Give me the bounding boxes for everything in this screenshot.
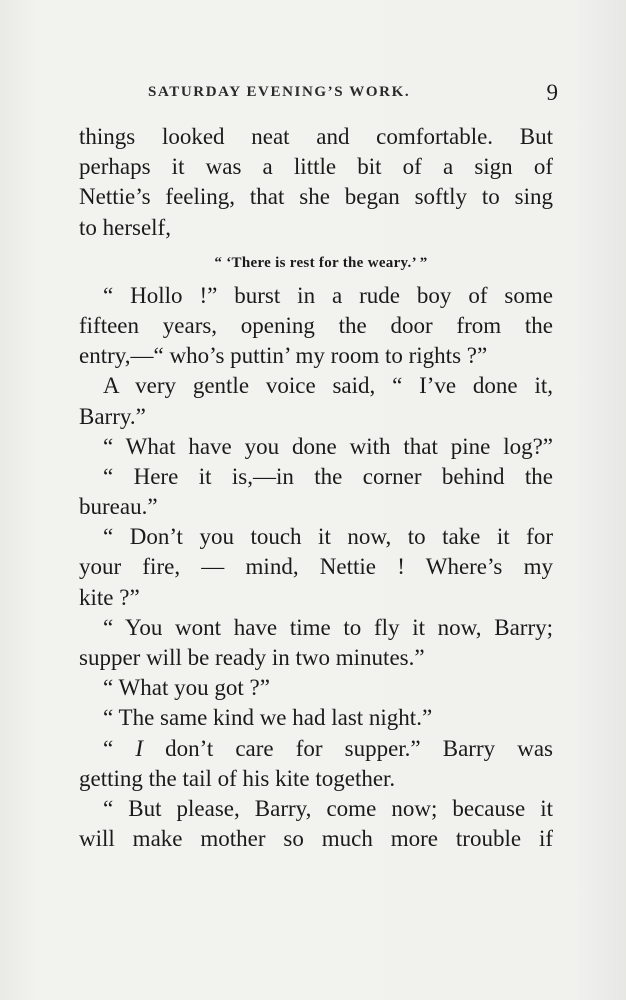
text-line: “ What have you done with that pine log?” bbox=[103, 433, 553, 459]
text-line: Barry.” bbox=[79, 403, 146, 429]
page-header bbox=[148, 80, 558, 110]
text-line: entry,—“ who’s puttin’ my room to rights ?” bbox=[79, 343, 488, 369]
text-line: Nettie’s feeling, that she began softly to sing bbox=[79, 184, 553, 210]
text-line: perhaps it was a little bit of a sign of bbox=[79, 154, 553, 180]
text-line: “ But please, Barry, come now; because it bbox=[103, 795, 553, 821]
text-line: bureau.” bbox=[79, 494, 158, 520]
text-line: “ The same kind we had last night.” bbox=[103, 705, 433, 731]
body-text bbox=[79, 122, 553, 854]
text-line-rest: don’t care for supper.” Barry was bbox=[142, 735, 553, 761]
text-line: kite ?” bbox=[79, 584, 140, 610]
text-line: things looked neat and comfortable. But bbox=[79, 124, 553, 149]
hymn-quote: “ ‘There is rest for the weary.’ ” bbox=[214, 254, 428, 271]
text-line: supper will be ready in two minutes.” bbox=[79, 645, 425, 670]
text-line: “ What you got ?” bbox=[103, 675, 270, 701]
text-line: your fire, — mind, Nettie ! Where’s my bbox=[79, 554, 553, 580]
text-line: “ Hollo !” burst in a rude boy of some bbox=[103, 282, 553, 308]
text-line: to herself, bbox=[79, 214, 171, 240]
page-number: 9 bbox=[546, 80, 558, 105]
text-line: will make mother so much more trouble if bbox=[79, 826, 553, 852]
running-head: SATURDAY EVENING’S WORK. bbox=[148, 84, 411, 100]
text-line: “ Don’t you touch it now, to take it for bbox=[103, 524, 553, 550]
text-line: A very gentle voice said, “ I’ve done it, bbox=[103, 373, 553, 399]
quote-open: “ bbox=[103, 735, 136, 761]
text-line: “ You wont have time to fly it now, Barry; bbox=[103, 614, 553, 640]
text-line: fifteen years, opening the door from the bbox=[79, 312, 553, 338]
text-line: “ Here it is,—in the corner behind the bbox=[103, 463, 553, 489]
text-line: getting the tail of his kite together. bbox=[79, 765, 396, 791]
text-line bbox=[79, 734, 553, 764]
italic-word: I bbox=[135, 735, 143, 761]
